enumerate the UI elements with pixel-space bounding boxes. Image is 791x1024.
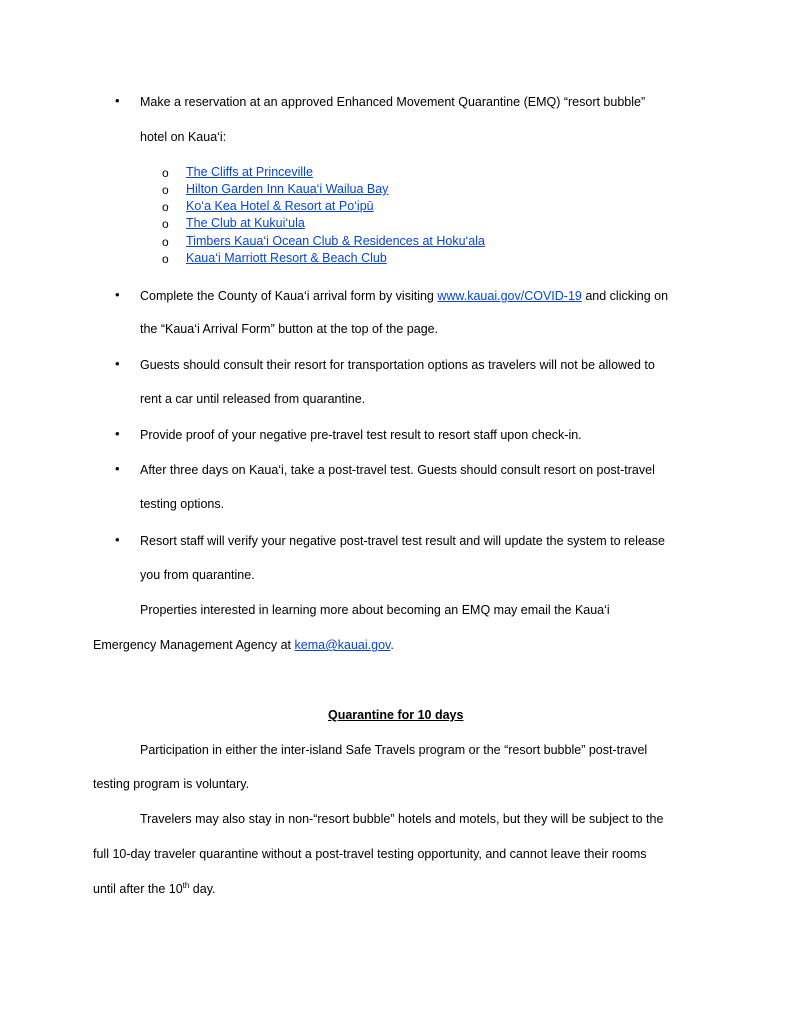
bullet-marker: • bbox=[115, 532, 120, 547]
bullet-5-line-2: testing options. bbox=[140, 497, 225, 511]
bullet-2-text-before: Complete the County of Kaua‘i arrival form by visiting bbox=[140, 289, 438, 303]
sub-list-marker: o bbox=[162, 252, 169, 266]
bullet-marker: • bbox=[115, 93, 120, 108]
bullet-marker: • bbox=[115, 356, 120, 371]
bullet-4-line-1: Provide proof of your negative pre-travel test result to resort staff upon check-in. bbox=[140, 428, 582, 442]
bullet-1-line-2: hotel on Kaua‘i: bbox=[140, 130, 227, 144]
hotel-link-hilton-garden-inn[interactable]: Hilton Garden Inn Kaua‘i Wailua Bay bbox=[186, 182, 389, 196]
line-3-text-before: until after the 10 bbox=[93, 882, 183, 896]
section-heading: Quarantine for 10 days bbox=[328, 708, 464, 722]
bullet-5-line-1: After three days on Kaua‘i, take a post-travel test. Guests should consult resort on post-travel bbox=[140, 463, 655, 477]
bullet-6-line-2: you from quarantine. bbox=[140, 568, 255, 582]
bullet-marker: • bbox=[115, 461, 120, 476]
non-bubble-paragraph-line-1: Travelers may also stay in non-“resort bubble” hotels and motels, but they will be subject to the bbox=[140, 812, 664, 826]
bullet-3-line-2: rent a car until released from quarantine. bbox=[140, 392, 366, 406]
bullet-6-line-1: Resort staff will verify your negative post-travel test result and will update the system to release bbox=[140, 534, 666, 548]
hotel-link-timbers-kauai[interactable]: Timbers Kaua‘i Ocean Club & Residences at Hoku‘ala bbox=[186, 234, 485, 248]
line-3-text-after: day. bbox=[189, 882, 216, 896]
emq-text-after: . bbox=[390, 638, 394, 652]
bullet-2-line-2: the “Kaua‘i Arrival Form” button at the top of the page. bbox=[140, 322, 439, 336]
hotel-link-club-kukuiula[interactable]: The Club at Kukui‘ula bbox=[186, 216, 305, 230]
sub-list-marker: o bbox=[162, 166, 169, 180]
sub-list-marker: o bbox=[162, 183, 169, 197]
voluntary-paragraph-line-1: Participation in either the inter-island Safe Travels program or the “resort bubble” post-travel bbox=[140, 743, 648, 757]
non-bubble-paragraph-line-3 bbox=[93, 882, 216, 896]
emq-paragraph-line-2 bbox=[93, 638, 394, 652]
bullet-2-text-after: and clicking on bbox=[581, 289, 669, 303]
non-bubble-paragraph-line-2: full 10-day traveler quarantine without a post-travel testing opportunity, and cannot leave their rooms bbox=[93, 847, 647, 861]
sub-list-marker: o bbox=[162, 200, 169, 214]
sub-list-marker: o bbox=[162, 217, 169, 231]
emq-text-before: Emergency Management Agency at bbox=[93, 638, 295, 652]
bullet-2-line-1 bbox=[140, 289, 668, 303]
hotel-link-koa-kea[interactable]: Ko‘a Kea Hotel & Resort at Po‘ipū bbox=[186, 199, 374, 213]
bullet-1-line-1: Make a reservation at an approved Enhanced Movement Quarantine (EMQ) “resort bubble” bbox=[140, 95, 646, 109]
kauai-covid-link[interactable]: www.kauai.gov/COVID-19 bbox=[437, 289, 582, 303]
bullet-marker: • bbox=[115, 287, 120, 302]
voluntary-paragraph-line-2: testing program is voluntary. bbox=[93, 777, 250, 791]
hotel-link-kauai-marriott[interactable]: Kaua‘i Marriott Resort & Beach Club bbox=[186, 251, 387, 265]
ordinal-superscript: th bbox=[182, 880, 190, 890]
hotel-link-cliffs-princeville[interactable]: The Cliffs at Princeville bbox=[186, 165, 313, 179]
bullet-marker: • bbox=[115, 426, 120, 441]
bullet-3-line-1: Guests should consult their resort for transportation options as travelers will not be allowed to bbox=[140, 358, 655, 372]
emq-paragraph-line-1: Properties interested in learning more about becoming an EMQ may email the Kaua‘i bbox=[140, 603, 610, 617]
kema-email-link[interactable]: kema@kauai.gov bbox=[294, 638, 391, 652]
sub-list-marker: o bbox=[162, 235, 169, 249]
